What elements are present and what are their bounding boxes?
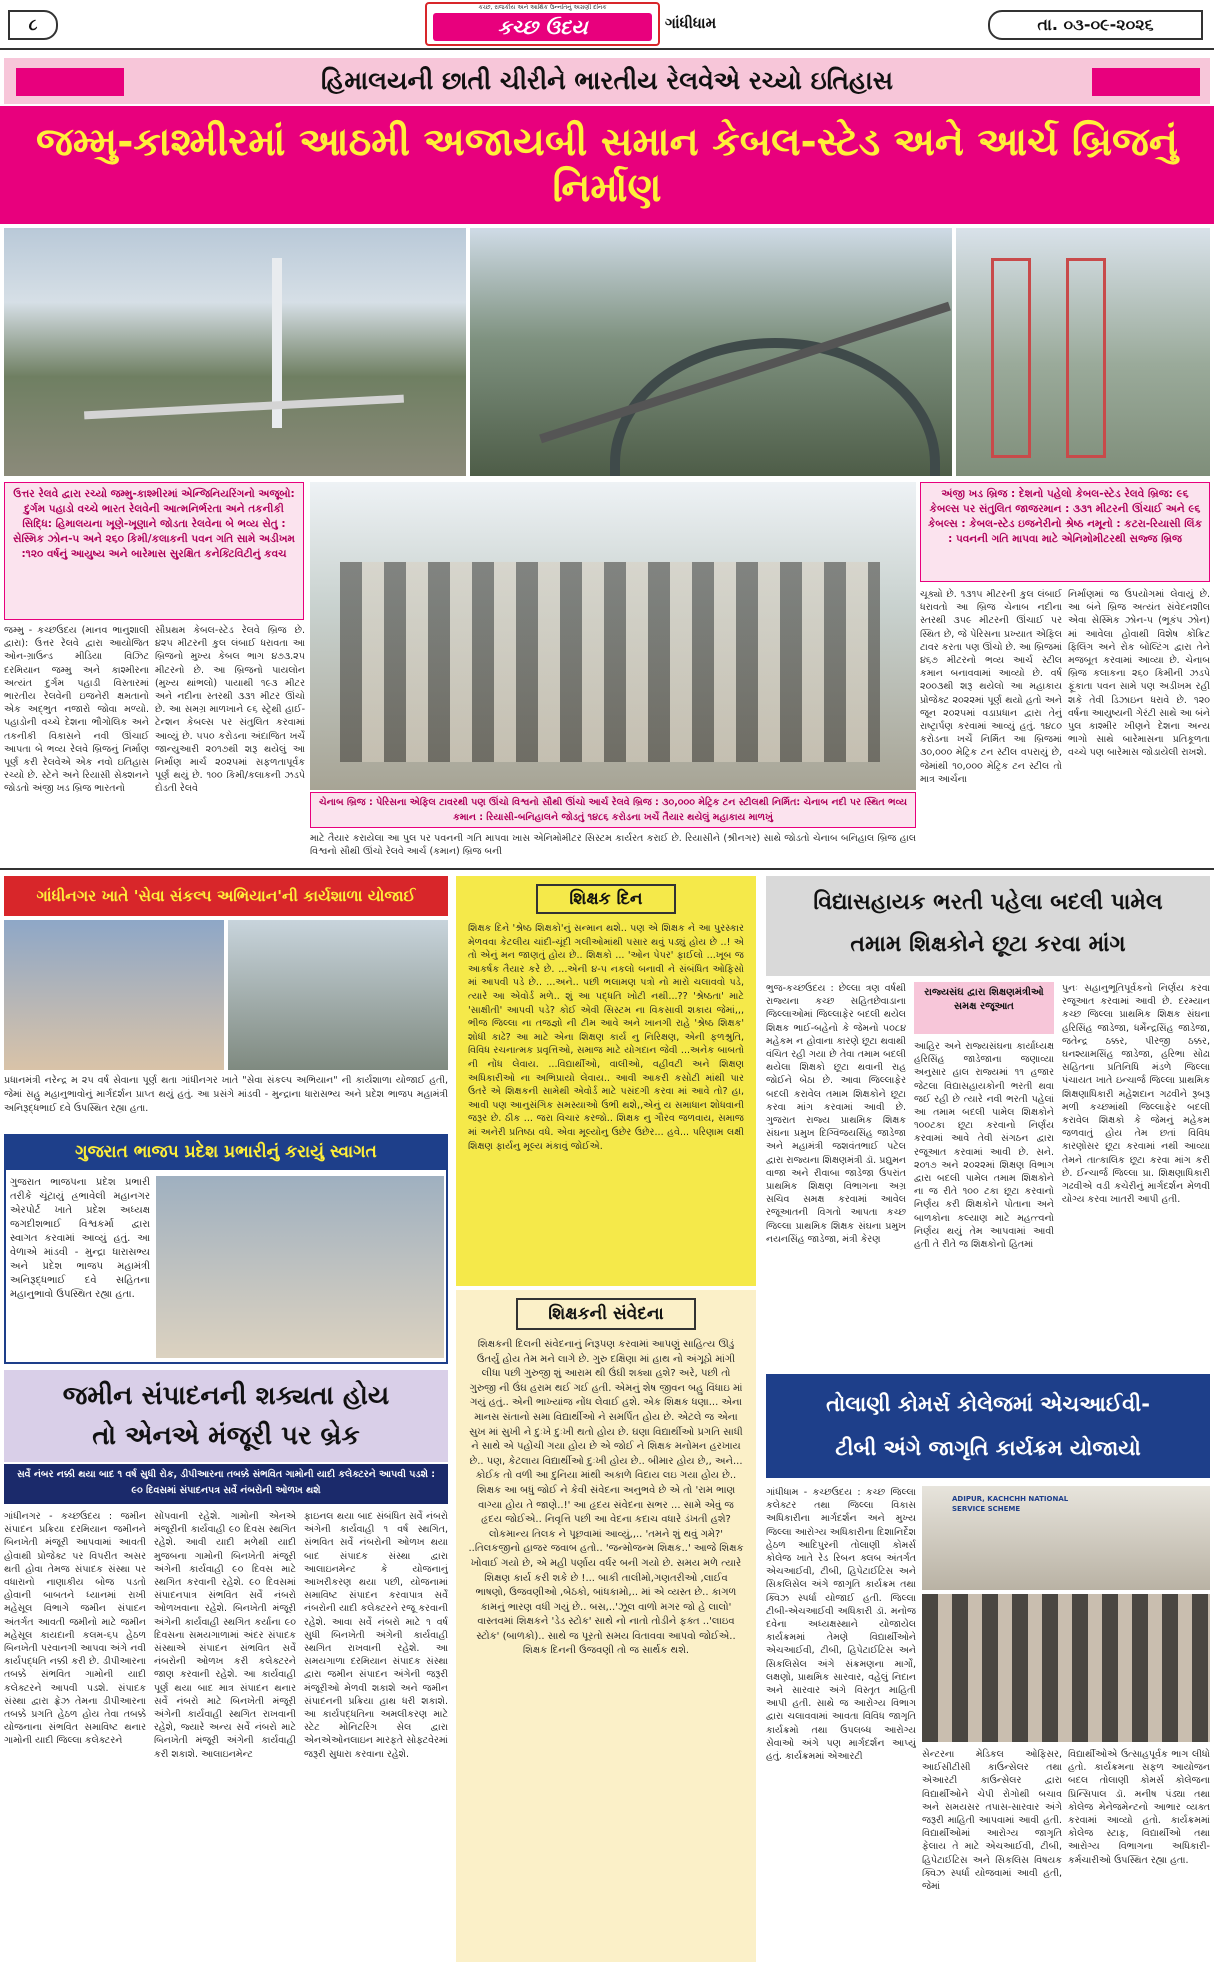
masthead-date: તા. ૦૩-૦૯-૨૦૨૬ (988, 10, 1203, 40)
masthead-logo-text: કચ્છ ઉદય (433, 13, 652, 41)
teacher-day-box (456, 876, 756, 1286)
land-col-3: ફાઇનલ થયા બાદ સંબંધિત સર્વે નંબરો અંગેની કાર્યવાહી ૧ વર્ષ સ્થગિત, સંભવિત સર્વે નંબરોની ઓળખ થયા બાદ સંપાદક સંસ્થા દ્વારા આલાઇનમેન્ટ કે યોજનાનું આખરીકરણ થયા પછી, યોજનામાં સમાવિષ્ટ સંપાદન કરવાપાત્ર સર્વે નંબરોની યાદી કલેક્ટરને રજૂ કરવાની રહેશે. આવા સર્વે નંબરો માટે ૧ વર્ષ સુધી બિનખેતી અંગેની કાર્યવાહી સ્થગિત રાખવાની રહેશે. આ સમયગાળા દરમિયાન સંપાદક સંસ્થા દ્વારા જમીન સંપાદન અંગેની જરૂરી મંજૂરીઓ મેળવી શકાશે અને જમીન સંપાદનની પ્રક્રિયા હાથ ધરી શકાશે. આ કાર્યપદ્ધતિના અમલીકરણ માટે સ્ટેટ મોનિટરિંગ સેલ દ્વારા એનએઓનલાઇન મારફતે સોફ્ટવેરમાં જરૂરી સુધારા કરવાના રહેશે. (304, 1511, 448, 1760)
land-col-2: સોંપવાની રહેશે. ગામોની એનએ મંજૂરીની કાર્યવાહી ૯૦ દિવસ સ્થગિત રહેશે. આવી યાદી મળેથી યાદી મુજબના ગામોની બિનખેતી મંજૂરી અંગેની કાર્યવાહી ૯૦ દિવસ માટે સ્થગિત કરવાની રહેશે. ૯૦ દિવસમાં સંપાદનપાત્ર સંભવિત સર્વે નંબરો ઓળખવાના રહેશે. બિનખેતી મંજૂરી અંગેની કાર્યવાહી સ્થગિત કર્યાના ૯૦ દિવસના સમયગાળામાં અંદર સંપાદક સંસ્થાએ સંપાદન સંભવિત સર્વે નંબરોની ઓળખ કરી કલેક્ટરને જાણ કરવાની રહેશે. આ કાર્યવાહી પૂર્ણ થયા બાદ માત્ર સંપાદન થનાર સર્વે નંબરો માટે બિનખેતી મંજૂરી અંગેની કાર્યવાહી સ્થગિત રાખવાની રહેશે, જ્યારે અન્ય સર્વે નંબરો માટે બિનખેતી મંજૂરી અંગેની કાર્યવાહી કરી શકાશે. આલાઇનમેન્ટ (154, 1511, 296, 1760)
lead-headline-band (0, 106, 1214, 224)
bjp-headline-band (4, 1134, 448, 1170)
photo-tower-construction (956, 228, 1210, 476)
photo-hiv-audience (922, 1594, 1210, 1742)
masthead-city: ગાંધીધામ (665, 14, 717, 32)
kicker-accent-right (1092, 68, 1200, 96)
tower-shape-2 (1066, 258, 1106, 458)
hiv-headline-1: તોલાણી કોમર્સ કોલેજમાં એચઆઈવી- (826, 1392, 1150, 1416)
masthead-tagline: કચ્છ, રાજકીય અને આર્થિક ઉન્નતિનું અગ્રણી દૈનિક (478, 4, 607, 11)
transfer-headline-2: તમામ શિક્ષકોને છૂટા કરવા માંગ (850, 932, 1126, 957)
hiv-col-1: ગાંધીધામ - કચ્છઉદય : કચ્છ જિલ્લા કલેક્ટર તથા જિલ્લા વિકાસ અધિકારીના માર્ગદર્શન અને મુખ્ય જિલ્લા આરોગ્ય અધિકારીના દિશાનિર્દેશ હેઠળ આદિપુરની તોલાણી કોમર્સ કોલેજ ખાતે રેડ રિબન ક્લબ અંતર્ગત એચઆઈવી, ટીબી, હિપેટાઈટિસ અને સિકલિસેલ અંગે જાગૃતિ કાર્યક્રમ તથા ક્વિઝ સ્પર્ધા યોજાઈ હતી. જિલ્લા ટીબી-એચઆઈવી અધિકારી ડૉ. મનોજ દવેના અધ્યક્ષસ્થાને યોજાયેલ કાર્યક્રમમાં તેમણે વિદ્યાર્થીઓને એચઆઈવી, ટીબી, હિપેટાઈટિસ અને સિકલિસેલ અંગે સંક્રમણના માર્ગો, લક્ષણો, પ્રાથમિક સારવાર, વહેલું નિદાન અને સારવાર અંગે વિસ્તૃત માહિતી આપી હતી. સાથે જ આરોગ્ય વિભાગ દ્વારા ચલાવવામાં આવતા વિવિધ જાગૃતિ કાર્યક્રમો તથા ઉપલબ્ધ આરોગ્ય સેવાઓ અંગે પણ માર્ગદર્શન આપ્યું હતું. કાર્યક્રમમાં એઆરટી (766, 1487, 916, 1763)
tower-shape (991, 258, 1031, 458)
page-number: ૮ (8, 10, 58, 40)
divider-lead (0, 868, 1214, 870)
masthead (0, 0, 1214, 50)
transfer-headline-1: વિદ્યાસહાયક ભરતી પહેલા બદલી પામેલ (813, 890, 1163, 915)
transfer-col-3: પુનઃ સહાનુભૂતિપૂર્વકનો નિર્ણય કરવા રજૂઆત કરવામાં આવી છે. દરમ્યાન કચ્છ જિલ્લા પ્રાથમિક શિક્ષક સંઘના હરિસિંહ જાડેજા, ધર્મેન્દ્રસિંહ જાડેજા, જતેન્દ્ર ઠક્કર, પીરજી ઠક્કર, ઘનશ્યામસિંહ જાડેજા, હરિભા સોઢા સહિતના પ્રતિનિધિ મંડળે જિલ્લા પંચાયત ખાતે ઇન્ચાર્જ જિલ્લા પ્રાથમિક શિક્ષણાધિકારી મહેશદાન ગઢવીને રૂબરૂ મળી કચ્છમાંથી જિલ્લાફેર બદલી કરાવેલ શિક્ષકો કે જેમનું મહેકમ જળવાતું હોય તેમ છતાં વિવિધ કારણોસર છૂટા કરવામાં નથી આવ્યા તેમને તાત્કાલિક છૂટા કરવા માંગ કરી છે. ઈન્ચાર્જ જિલ્લા પ્રા. શિક્ષણાધિકારી ગઢવીએ વડી કચેરીનું માર્ગદર્શન મેળવી યોગ્ય કરવા ખાતરી આપી હતી. (1062, 983, 1210, 1206)
photo-seva-stage (4, 920, 224, 1070)
hiv-headline-2: ટીબી અંગે જાગૃતિ કાર્યક્રમ યોજાયો (835, 1436, 1141, 1460)
teacher-sense-box (456, 1290, 756, 1962)
teacher-day-body: શિક્ષક દિને 'શ્રેષ્ઠ શિક્ષકો'નું સન્માન થશે.. પણ એ શિક્ષક ને આ પુરસ્કાર મેળવવા કેટલીય ચાંદી-ચૂંદી ગલીઓમાંથી પસાર થવું પડ્યું હોય છે ..! એ તો એનું મન જાણતું હોય છે.. શિક્ષકો ... 'ઓન પેપર' ફાઈલો ...ખૂબ જ આકર્ષક તૈયાર કરે છે. ...એની ૪-૫ નકલો બનાવી ને સંબંધિત ઓફિસો માં આપવી પડે છે.. ...અને.. પછી ભલામણ પત્રો નો મારો ચલાવવો પડે, ત્યારે આ એવોર્ડ મળે.. શું આ પદ્ધતિ ખોટી નથી...?? 'શ્રેષ્ઠતા' માટે 'સાક્ષીતી' આપવી પડે? કોઈ એવી સિસ્ટમ ના વિકસાવી શકાય જેમાં,,, ભીજ જિલ્લા ના તજજ્ઞો ની ટીમ આવે અને ખાનગી રાહે 'શ્રેષ્ઠ શિક્ષક' શોધી કાઢે? આ માટે એના શિક્ષણ કાર્ય નુ નિરિક્ષણ, એની ફળશ્રુતિ, વિવિધ રચનાત્મક પ્રવૃત્તિઓ, સમાજ માટે યોગદાન જેવી ...અનેક બાબતો ની નોંધ લેવાય. ...વિદ્યાર્થીઓ, વાલીઓ, વહીવટી અને શિક્ષણ અધિકારીઓ ના અભિપ્રાયો લેવાય.. આવી આકરી કસોટી માંથી પાર ઉતરે એ શિક્ષકની સામેથી એવોર્ડ માટે પસંદગી કરવા માં આવે તો? હા, આવી પણ આનુસંગિક સમસ્યાઓ ઉભી થશે,,એનું ય સમાધાન શોધવાની જરૂર છે. ઠીક ... જરા વિચાર કરજો.. શિક્ષક નુ ગૌરવ જળવાય, સમાજ માં અનેરી પ્રતિષ્ઠા વધે. એવા મૂલ્યોનુ ઉછેર ઉછેર... હવે... પરિણામ લક્ષી શિક્ષણ ફાર્યનુ મૂલ્ય મંકાવું જોઈએ. (468, 923, 744, 1152)
land-deck-band (4, 1464, 448, 1504)
kicker-accent-left (16, 68, 124, 96)
transfer-col-1: ભુજ-કચ્છઉદય : છેલ્લા ત્રણ વર્ષથી રાજ્યના કચ્છ સહિતછેવાડાના જિલ્લાઓમાં જિલ્લાફેર બદલી થયેલ શિક્ષક ભાઈ-બહેનો કે જેમનો ૫૦૮૪ મહેકમ ન હોવાના કારણે છૂટા થવાથી વંચિત રહી ગયા છે તેવા તમામ બદલી થયેલા શિક્ષકો છૂટા થવાની રાહ જોઈને બેઠા છે. આવા જિલ્લાફેર બદલી કરાવેલ તમામ શિક્ષકોને છૂટા કરવા માંગ કરવામાં આવી છે. ગુજરાત રાજ્ય પ્રાથમિક શિક્ષક સંઘના પ્રમુખ દિગ્વિજયસિંહ જાડેજા અને મહામંત્રી જશવંતભાઈ પટેલ દ્વારા રાજ્યના શિક્ષણમંત્રી ડૉ. પ્રદ્યુમન વાજા અને રીવાબા જાડેજા ઉપરાંત પ્રાથમિક શિક્ષણ વિભાગના અગ્ર સચિવ સમક્ષ કરવામાં આવેલ રજૂઆતની વિગતો આપતા કચ્છ જિલ્લા પ્રાથમિક શિક્ષક સંઘના પ્રમુખ નયનસિંહ જાડેજા, મંત્રી કેરણ (766, 983, 906, 1245)
transfer-headline-band (766, 876, 1210, 976)
lead-under-photo: માટે તૈયાર કરાયેલા આ પુલ પર પવનની ગતિ માપવા ખાસ એનિમોમીટર સિસ્ટમ કાર્યરત કરાઈ છે. રિયાસીને (શ્રીનગર) સાથે જોડતો ચેનાબ બનિહાલ બ્રિજ હાલ વિશ્વનો સૌથી ઊંચો રેલવે આર્ચ (કમાન) બ્રિજ બની (310, 833, 916, 858)
hiv-col-3: વિદ્યાર્થીઓએ ઉત્સાહપૂર્વક ભાગ લીધો હતો. કાર્યક્રમના સફળ આયોજન બદલ તોલાણી કોમર્સ કોલેજના પ્રિન્સિપાલ ડૉ. મનીષ પંડ્યા તથા કોલેજ મેનેજમેન્ટનો આભાર વ્યક્ત કરવામાં આવ્યો હતો. કાર્યક્રમમાં કોલેજ સ્ટાફ, વિદ્યાર્થીઓ તથા આરોગ્ય વિભાગના અધિકારી-કર્મચારીઓ ઉપસ્થિત રહ્યા હતા. (1068, 1749, 1210, 1866)
land-headline-band (4, 1370, 448, 1462)
teacher-day-title-box (536, 884, 676, 914)
photo-hiv-event (922, 1486, 1210, 1590)
lead-right-body-b: નિર્માણમાં જ ઉપયોગમાં લેવાયું છે. આ બંને બ્રિજ અત્યંત સંવેદનશીલ એવા સેસ્મિક ઝોન-૫ (ભૂકંપ ઝોન) માં આવેલા હોવાથી વિશેષ કોંક્રિટ ફિલિંગ અને રોક બોલ્ટિંગ દ્વારા તેને મજબૂત કરવામાં આવ્યા છે. ચેનાબ બ્રિજ કલાકના ૨૬૦ કિમીની ઝડપે ફૂંકાતા પવન સામે પણ અડીખમ રહી શકે તેવી ડિઝાઇન ધરાવે છે. ૧૨૦ વર્ષના આયુષ્યની ગેરંટી સાથે આ બંને પુલ કાશ્મીર ખીણને દેશના અન્ય ભાગો સાથે બારેમાસના પ્રતિકૂળતા વચ્ચે પણ બારેમાસ જોડાયેલી રાખશે. (1068, 589, 1210, 759)
transfer-col-2: આહિર અને રાજ્યસંઘના કાર્યાધ્યક્ષ હરિસિંહ જાડેજાના જણાવ્યા અનુસાર હાલ રાજ્યમાં ૧૧ હજાર જેટલા વિદ્યાસહાયકોની ભરતી થવા જઈ રહી છે ત્યારે નવી ભરતી પહેલાં આ તમામ બદલી પામેલ શિક્ષકોને ૧૦૦ટકા છૂટા કરવાનો નિર્ણય કરવામાં આવે તેવી સંગઠન દ્વારા રજૂઆત કરવામાં આવી છે. સને. ૨૦૧૭ અને ૨૦૨૨માં શિક્ષણ વિભાગ દ્વારા બદલી પામેલ તમામ શિક્ષકોને ના જ રીતે ૧૦૦ ટકા છૂટા કરવાનો નિર્ણય કરી શિક્ષકોને પોતાના અને બાળકોના કલ્યાણ માટે મહત્ત્વનો નિર્ણય થયું તેમ આપવામાં આવી હતી તે રીતે જ શિક્ષકોનો હિતમાં (914, 1041, 1054, 1251)
seva-caption: પ્રધાનમંત્રી નરેન્દ્ર મ ૨૫ વર્ષ સેવાના પૂર્ણ થતા ગાંધીનગર ખાતે "સેવા સંકલ્પ અભિયાન" ની કાર્યશાળા યોજાઈ હતી, જેમાં સહુ મહાનુભાવોનું માર્ગદર્શન પ્રાપ્ત થયું હતું. આ પ્રસંગે માંડવી - મુન્દ્રાના ધારાસભ્ય અને પ્રદેશ ભાજપ મહામંત્રી અનિરૂદ્ધભાઈ દવે ઉપસ્થિત રહ્યા હતા. (4, 1075, 448, 1114)
photo-seva-audience (228, 920, 448, 1070)
seva-headline: ગાંધીનગર ખાતે 'સેવા સંકલ્પ અભિયાન'ની કાર્યશાળા યોજાઈ (36, 887, 416, 905)
hiv-headline-band (766, 1374, 1210, 1478)
teacher-sense-title-box (516, 1298, 696, 1330)
masthead-logo (425, 2, 660, 46)
photo-group-officials (310, 482, 916, 790)
land-headline-1: જમીન સંપાદનની શક્યતા હોય (62, 1381, 390, 1411)
bjp-headline: ગુજરાત ભાજપ પ્રદેશ પ્રભારીનું કરાયું સ્વાગત (75, 1142, 377, 1162)
photo-anji-bridge (4, 228, 466, 476)
lead-mid-body: સૌપ્રથમ કેબલ-સ્ટેડ રેલવે બ્રિજ છે. ૪૨૫ મીટરની કુલ લંબાઈ ધરાવતા આ બ્રિજનો મુખ્ય કેબલ ભાગ ૪૭૩.૨૫ મીટરનો છે. આ બ્રિજનો પાયલોન (મુખ્ય થાંભલો) પાયાથી ૧૯૩ મીટર અને નદીના સ્તરથી ૩૩૧ મીટર ઊંચો છે. આ સમગ્ર માળખાને ૯૬ સ્ટ્રેથી હાઈ-ટેન્શન કેબલ્સ પર સંતુલિત કરવામાં આવ્યું છે. ૫૫૦ કરોડના અંદાજિત ખર્ચે જાન્યુઆરી ૨૦૧૭થી શરૂ થયેલું આ નિર્માણ માર્ચ ૨૦૨૫માં સફળતાપૂર્વક પૂર્ણ થયું છે. ૧૦૦ કિમી/કલાકની ઝડપે દોડતી રેલવે (155, 625, 305, 795)
teacher-sense-body: શિક્ષકની દિલની સંવેદનાનું નિરૂપણ કરવામાં આપણું સાહિત્ય ઊંડું ઉતર્યું હોય તેમ મને લાગે છે. ગુરુ દક્ષિણા માં હાથ નો અંગૂઠો માંગી લીધા પછી ગુરુજી શું આરામ થી ઉંઘી શક્યા હશે? અરે, પછી તો ગુરુજી ની ઉંઘ હરામ થઈ ગઈ હતી. એમનું શેષ જીવન બહુ વિંધાઇ માં ગયું હતું.. એની ભાખ્યાંજ નોંધ લેવાઈ હશે. એક શિક્ષક ધણા... એના માનસ સંતાનો સમા વિદ્યાર્થીઓ ને સમર્પિત હોય છે. એટલે જ એના સુખ માં સુખી ને દુઃખે દુઃખી થતો હોય છે. ઘણા વિદ્યાર્થીઓ પ્રગતિ સાધી ને સાથે એ પહોંચી ગયા હોય છે એ જોઈ ને શિક્ષક મનોમન હરખાય છે.. પણ, કેટલાય વિદ્યાર્થીઓ દુઃખી હોય છે.. બીમાર હોય છે,, અને... કોઈક તો વળી આ દુનિયા માંથી અકાળે વિદાય લઇ ગયા હોય છે.. શિક્ષક આ બધું જોઈ ને કેવી સંવેદના અનુભવે છે એ તો 'રામ ભાણ વાગ્યા હોય તે જાણે..!' આ હૃદય સંવેદના સભર ... સામે એવું જ હૃદય જોઈએ.. નિવૃત્તિ પછી આ વેદના કદાચ વધારે ડંખતી હશે? લોકમાન્ય તિલક ને પૂછવામાં આવ્યું,,.. 'તમને શું થવું ગમે?' ..તિલકજીનો હાજર જવાબ હતો.. 'જન્મોજન્મ શિક્ષક..' આજે શિક્ષક ખોવાઈ ગયો છે, એ મહી પર્ણાય વર્ધર બની ગયો છે. સમય મળે ત્યારે શિક્ષણ કાર્ય કરી શકે છે !... બાકી તાલીમો,ગણતરીઓ ,લાઈવ ભાષણો, ઉજવણીઓ ,બેઠકો, બાંધકામો,.. માં એ વ્યસ્ત છે.. કાગળ કામનું ભારણ વધી ગયું છે.. બસ,..'ઝૂલ વાળો મગર જો હે લાલો' વાસ્તવમાં શિક્ષકને 'ડેડ સ્ટોક' સાથે નો નાતો તોડીને ફક્ત ..'લાઇવ સ્ટોક' (બાળકો).. સાથે જ પૂરતો સમય વિતાવવા આપવો જોઈએ.. શિક્ષક દિનની ઉજવણી તો જ સાર્થક થશે. (468, 1339, 744, 1657)
group-caption-box (310, 792, 916, 828)
seva-headline-band (4, 876, 448, 916)
group-caption: ચેનાબ બ્રિજ : પેરિસના એફિલ ટાવરથી પણ ઊંચો વિશ્વનો સૌથી ઊંચો આર્ચ રેલવે બ્રિજ : ૩૦,૦૦૦ મેટ્રિક ટન સ્ટીલથી નિર્મિત: ચેનાબ નદી પર સ્થિત ભવ્ય કમાન : રિયાસી-બનિહાલને જોડતું ૧૪૮૬ કરોડના ખર્ચે તૈયાર થયેલું મહાકાય માળખું (318, 797, 908, 823)
land-headline-2: તો એનએ મંજૂરી પર બ્રેક (92, 1421, 360, 1451)
lead-left-caption: ઉત્તર રેલવે દ્વારા રચ્યો જમ્મુ-કાશ્મીરમાં એન્જિનિયરિંગનો અજૂબો: દુર્ગમ પહાડો વચ્ચે ભારત રેલવેની આત્મનિર્ભરતા અને તકનીકી સિદ્ધિ: હિમાલયના ખૂણે-ખૂણાને જોડતા રેલવેના બે ભવ્ય સેતુ : સેસ્મિક ઝોન-૫ અને ૨૬૦ કિમી/કલાકની પવન ગતિ સામે અડીખમ :૧૨૦ વર્ષનું આયુષ્ય અને બારેમાસ સુરક્ષિત કનેક્ટિવિટીનું કવચ (13, 488, 295, 560)
hiv-banner: ADIPUR, KACHCHH NATIONAL SERVICE SCHEME (952, 1495, 1069, 1513)
transfer-box-text: રાજ્યસંઘ દ્વારા શિક્ષણમંત્રીઓ સમક્ષ રજૂઆત (924, 987, 1044, 1012)
hiv-col-2: સેન્ટરના મેડિકલ ઓફિસર, આઈસીટીસી કાઉન્સેલર તથા એઆરટી કાઉન્સેલર દ્વારા વિદ્યાર્થીઓને ચેપી રોગોથી બચાવ અને સમયસર તપાસ-સારવાર અંગે જરૂરી માહિતી આપવામાં આવી હતી. વિદ્યાર્થીઓમાં આરોગ્ય જાગૃતિ ફેલાય તે માટે એચઆઈવી, ટીબી, હિપેટાઈટિસ અને સિકલિસ વિષયક ક્વિઝ સ્પર્ધા યોજવામાં આવી હતી, જેમાં (922, 1749, 1062, 1893)
lead-left-body: જમ્મુ - કચ્છઉદય (માનવ ભાનુશાલી દ્વારા): ઉત્તર રેલવે દ્વારા આયોજિત ઓન-ગ્રાઉન્ડ મીડિયા વિઝિટ દરમિયાન જમ્મુ અને કાશ્મીરના અત્યંત દુર્ગમ પહાડી વિસ્તારમાં ભારતીય રેલવેની ઇજનેરી ક્ષમતાનો એક અદ્ભુત નજારો જોવા મળ્યો. પહાડોની વચ્ચે દેશના ભૌગોલિક અને તકનીકી વિકાસને નવી ઊંચાઈ આપતા બે ભવ્ય રેલવે બ્રિજનું નિર્માણ પૂર્ણ કરી રેલવેએ એક નવો ઇતિહાસ રચ્યો છે. સ્ટેને અને રિયાસી સેક્શનને જોડતો અંજી ખડ બ્રિજ ભારતનો (4, 625, 149, 795)
lead-right-caption: અંજી ખડ બ્રિજ : દેશનો પહેલો કેબલ-સ્ટેડ રેલવે બ્રિજ: ૯૬ કેબલ્સ પર સંતુલિત જાજરમાન : ૩૩૧ મીટરની ઊંચાઈ અને ૯૬ કેબલ્સ : કેબલ-સ્ટેડ ઇજનેરીનો શ્રેષ્ઠ નમૂનો : કટરા-રિયાસી લિંક : પવનની ગતિ માપવા માટે એનિમોમીટરથી સજ્જ બ્રિજ (927, 488, 1203, 545)
transfer-box (914, 982, 1054, 1034)
teacher-sense-title: શિક્ષકની સંવેદના (548, 1304, 664, 1324)
lead-kicker-band (4, 58, 1210, 104)
land-deck: સર્વે નંબર નક્કી થયા બાદ ૧ વર્ષ સુધી રોક, ડીપીઆરના તબક્કે સંભવિત ગામોની યાદી કલેક્ટરને આપવી પડશે : ૯૦ દિવસમાં સંપાદનપત્ર સર્વે નંબરોની ઓળખ થશે (16, 1469, 436, 1496)
land-col-1: ગાંધીનગર - કચ્છઉદય : જમીન સંપાદન પ્રક્રિયા દરમિયાન જમીનને બિનખેતી મંજૂરી આપવામાં આવતી હોવાથી પ્રોજેક્ટ પર વિપરીત અસર થતી હોવા તેમજ સંપાદક સંસ્થા પર વધારાનો નાણાકીય બોજ પડતો હોવાની બાબતને ધ્યાનમાં રાખી મહેસૂલ વિભાગે જમીન સંપાદન અંતર્ગત આવતી જમીનો માટે જમીન મહેસૂલ કાયદાની કલમ-૬૫ હેઠળ બિનખેતી પરવાનગી આપવા અંગે નવી કાર્યપદ્ધતિ નક્કી કરી છે. ડીપીઆરના તબક્કે સંભવિત ગામોની યાદી કલેક્ટરને આપવી પડશે. સંપાદક સંસ્થા દ્વારા ફ્રેઝ તેમના ડીપીઆરના તબક્કે પ્રગતિ હેઠળ હોય તેવા તબક્કે યોજનાના સંભવિત સમાવિષ્ટ થનાર ગામોની યાદી જિલ્લા કલેક્ટરને (4, 1511, 146, 1747)
deck-shape (84, 395, 404, 420)
bjp-body: ગુજરાત ભાજપના પ્રદેશ પ્રભારી તરીકે ચૂંટાયું હ્રભાવેલી મહાનગર એરપોર્ટ ખાતે પ્રદેશ અધ્યક્ષ જગદીશભાઈ વિશ્વકર્મા દ્વારા સ્વાગત કરવામાં આવ્યું હતું. આ વેળાએ માંડવી - મુન્દ્રા ધારાસભ્ય અને પ્રદેશ ભાજપ મહામંત્રી અનિરૂદ્ધભાઈ દવે સહિતના મહાનુભાવો ઉપસ્થિત રહ્યા હતા. (10, 1177, 150, 1300)
people-row (340, 562, 880, 762)
teacher-day-title: શિક્ષક દિન (569, 889, 643, 909)
lead-right-body-a: ચૂક્યો છે. ૧૩૧૫ મીટરની કુલ લંબાઈ ધરાવતો આ બ્રિજ ચેનાબ નદીના સ્તરથી ૩૫૯ મીટરની ઊંચાઈ પર સ્થિત છે, જે પેરિસના પ્રખ્યાત એફિલ ટાવર કરતા પણ ઊંચો છે. આ બ્રિજમાં ૪૬૭ મીટરનો ભવ્ય આર્ચ સ્ટીલ કમાન બનાવવામાં આવ્યો છે. વર્ષ ૨૦૦૩થી શરૂ થયેલો આ મહાકાય પ્રોજેક્ટ ૨૦૨૨માં પૂર્ણ થયો હતો અને જૂન ૨૦૨૫માં વડાપ્રધાન દ્વારા તેનું રાષ્ટ્રાર્પણ કરવામાં આવ્યું હતું. ૧૪૮૦ કરોડના ખર્ચે નિર્મિત આ બ્રિજમાં ૩૦,૦૦૦ મેટ્રિક ટન સ્ટીલ વપરાયું છે, જેમાંથી ૧૦,૦૦૦ મેટ્રિક ટન સ્ટીલ તો માત્ર આર્ચના (920, 589, 1062, 785)
photo-bjp-welcome (156, 1176, 444, 1358)
lead-kicker: હિમાલયની છાતી ચીરીને ભારતીય રેલવેએ રચ્યો ઇતિહાસ (320, 66, 894, 95)
photo-chenab-arch (470, 228, 952, 476)
lead-left-caption-box (4, 482, 304, 620)
lead-right-caption-box (920, 482, 1210, 582)
lead-headline: જમ્મુ-કાશ્મીરમાં આઠમી અજાયબી સમાન કેબલ-સ્ટેડ અને આર્ચ બ્રિજનું નિર્માણ (36, 120, 1178, 211)
